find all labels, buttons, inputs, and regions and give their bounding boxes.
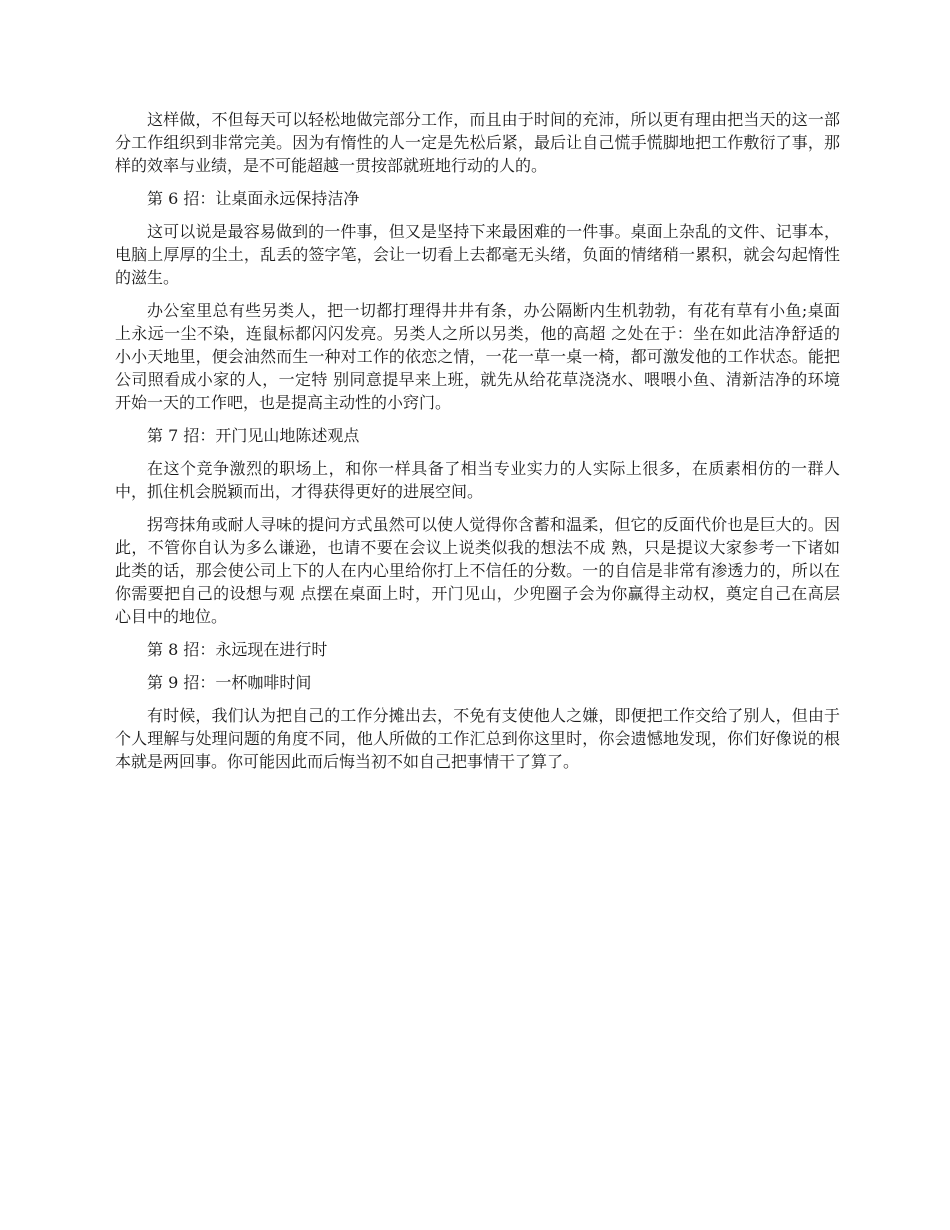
section-heading-6: 第 6 招：让桌面永远保持洁净: [147, 189, 360, 208]
paragraph-4: 在这个竞争激烈的职场上，和你一样具备了相当专业实力的人实际上很多，在质素相仿的一群人中，抓住机会脱颖而出，才得获得更好的进展空间。: [115, 459, 840, 501]
paragraph-6: 有时候，我们认为把自己的工作分摊出去，不免有支使他人之嫌，即便把工作交给了别人，但由于个人理解与处理问题的角度不同，他人所做的工作汇总到你这里时，你会遗憾地发现，你们好像说的根本就是两回事。你可能因此而后悔当初不如自己把事情干了算了。: [115, 706, 840, 771]
paragraph-3: 办公室里总有些另类人，把一切都打理得井井有条，办公隔断内生机勃勃，有花有草有小鱼;桌面上永远一尘不染，连鼠标都闪闪发亮。另类人之所以另类，他的高超 之处在于：坐在如此洁净舒适的小小天地里，便会油然而生一种对工作的依恋之情，一花一草一桌一椅，都可激发他的工作状态。能把公司照看成小家的人，一定特 别同意提早来上班，就先从给花草浇浇水、喂喂小鱼、清新洁净的环境开始一天的工作吧，也是提高主动性的小窍门。: [115, 301, 840, 412]
document-body: [115, 108, 840, 783]
paragraph-2: 这可以说是最容易做到的一件事，但又是坚持下来最困难的一件事。桌面上杂乱的文件、记事本，电脑上厚厚的尘土，乱丢的签字笔，会让一切看上去都毫无头绪，负面的情绪稍一累积，就会勾起惰性的滋生。: [115, 222, 840, 287]
section-heading-8: 第 8 招：永远现在进行时: [147, 640, 328, 659]
paragraph-1: 这样做，不但每天可以轻松地做完部分工作，而且由于时间的充沛，所以更有理由把当天的这一部分工作组织到非常完美。因为有惰性的人一定是先松后紧，最后让自己慌手慌脚地把工作敷衍了事，那样的效率与业绩，是不可能超越一贯按部就班地行动的人的。: [115, 110, 840, 175]
section-heading-7: 第 7 招：开门见山地陈述观点: [147, 426, 360, 445]
section-heading-9: 第 9 招：一杯咖啡时间: [147, 673, 312, 692]
paragraph-5: 拐弯抹角或耐人寻味的提问方式虽然可以使人觉得你含蓄和温柔，但它的反面代价也是巨大的。因此，不管你自认为多么谦逊，也请不要在会议上说类似我的想法不成 熟，只是提议大家参考一下诸如此类的话，那会使公司上下的人在内心里给你打上不信任的分数。一的自信是非常有渗透力的，所以在你需要把自己的设想与观 点摆在桌面上时，开门见山，少兜圈子会为你赢得主动权，奠定自己在高层心目中的地位。: [115, 515, 840, 626]
